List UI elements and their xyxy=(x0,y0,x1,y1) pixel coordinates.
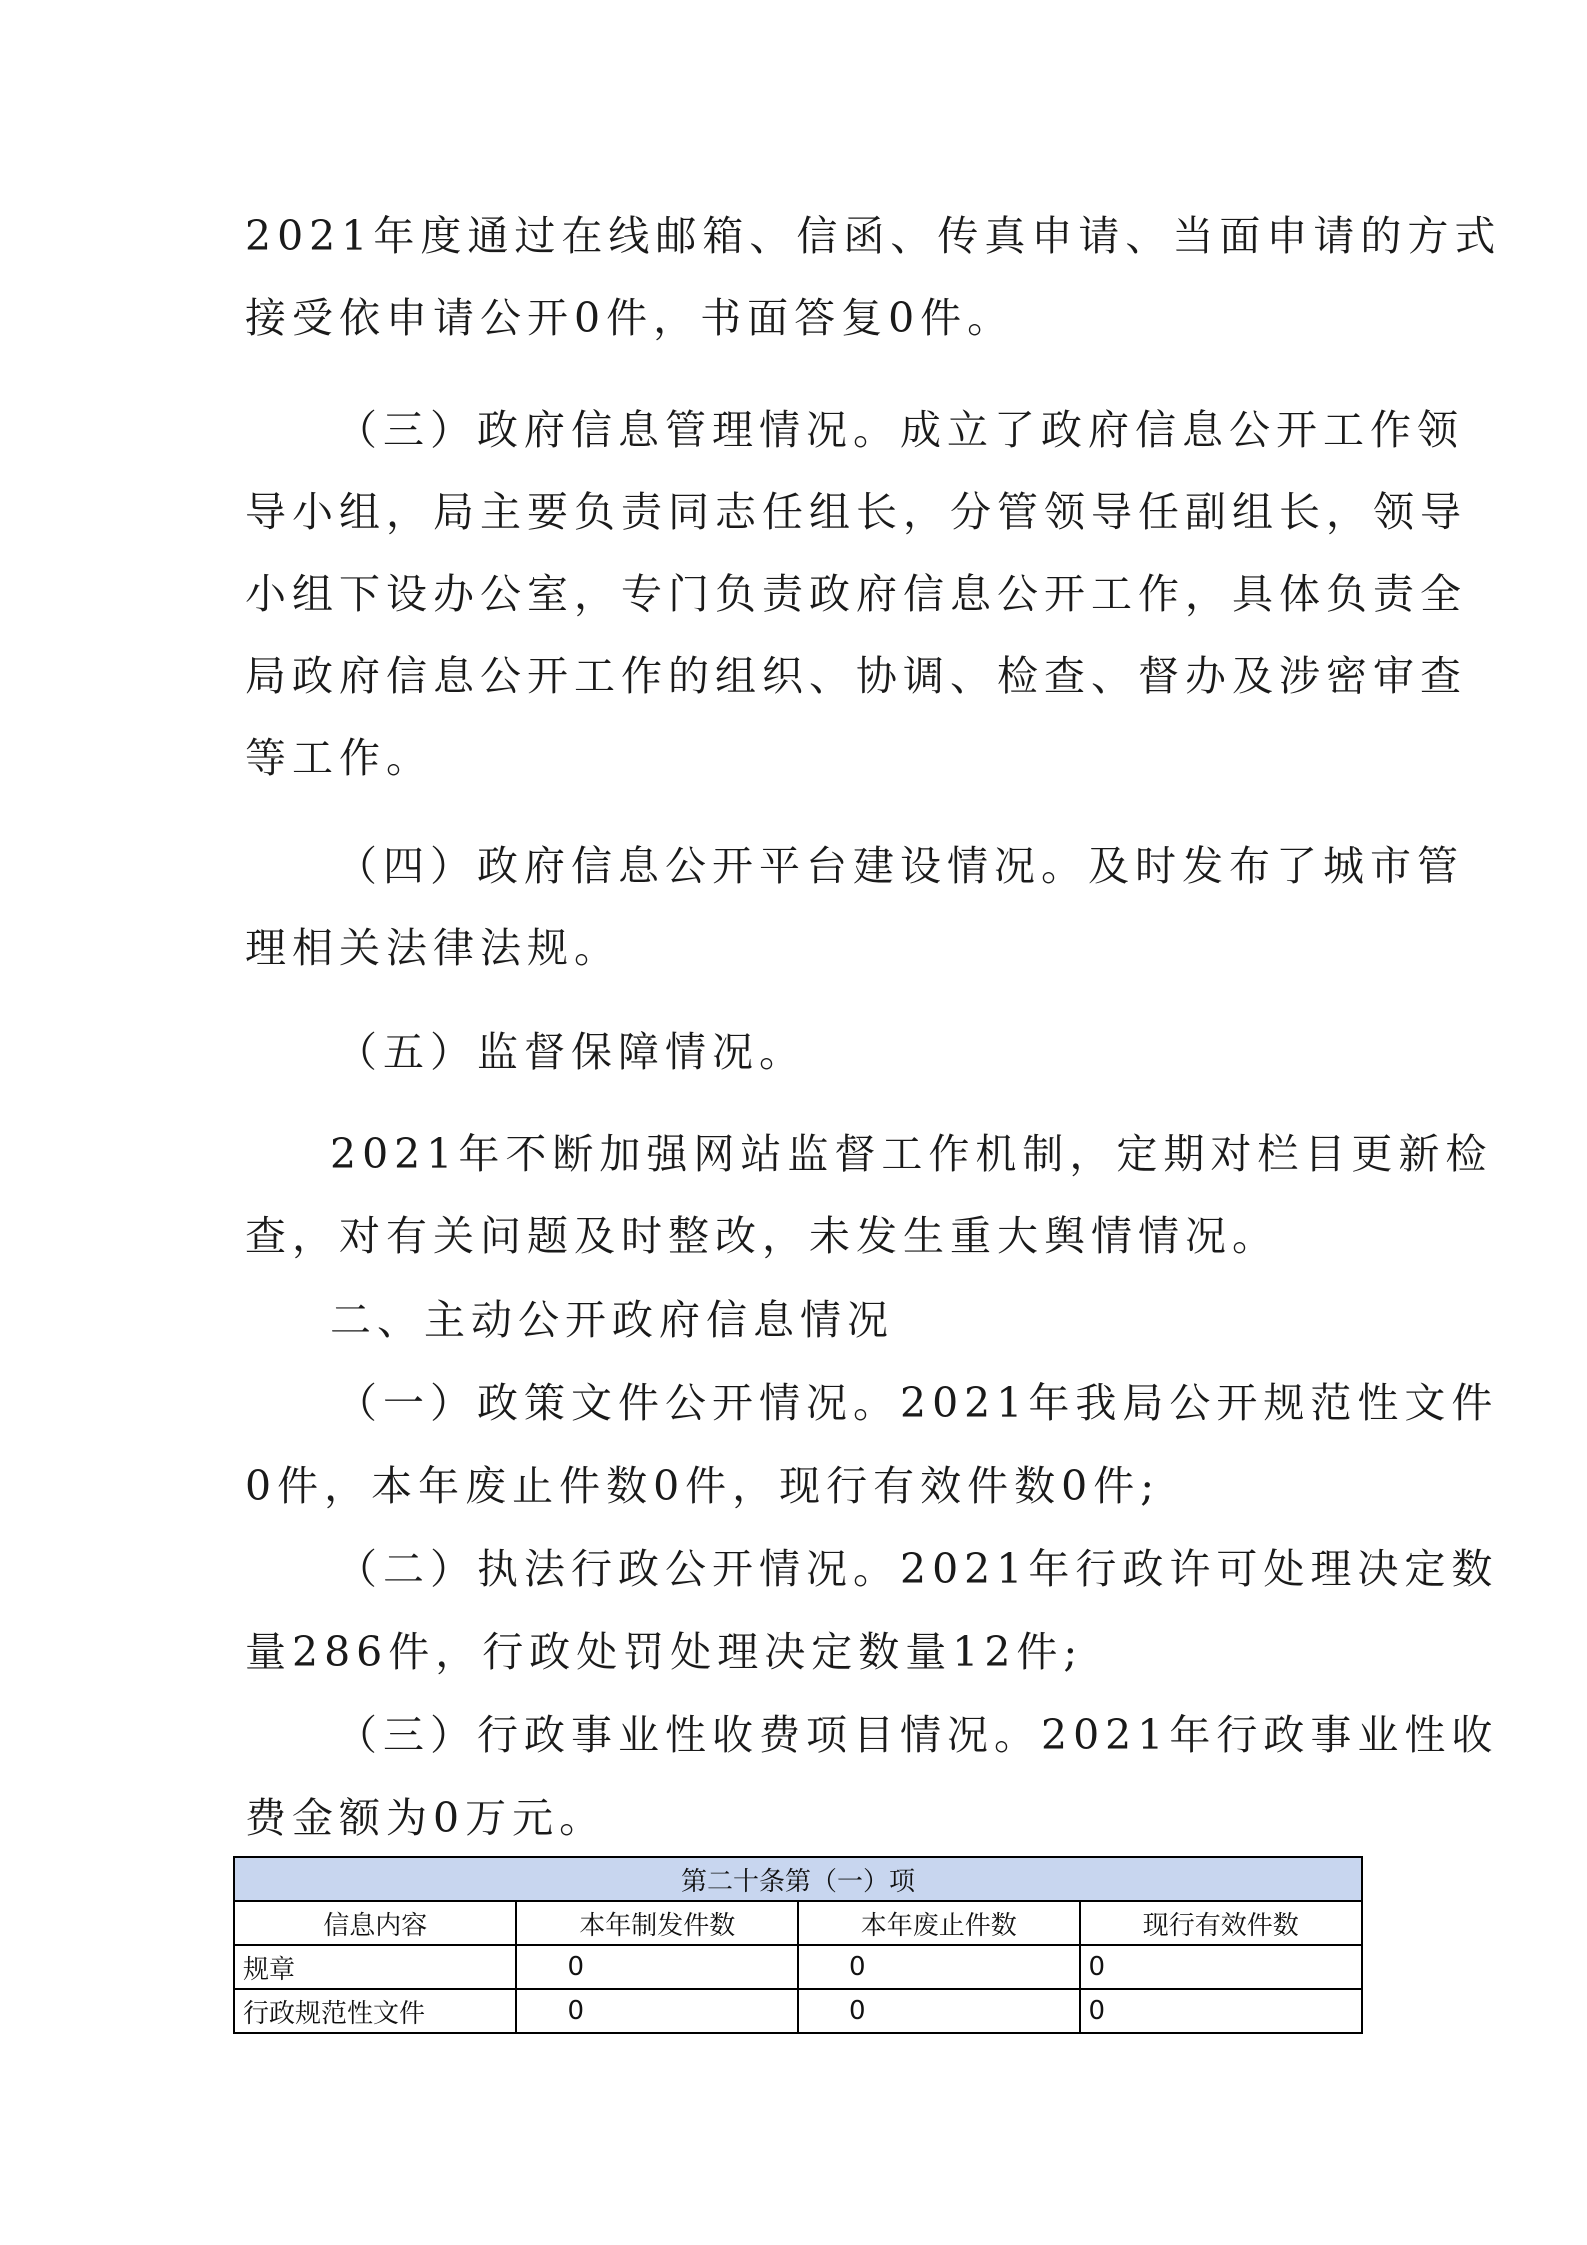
section-heading: （一）政策文件公开情况。2021年我局公开规范性文件 xyxy=(336,1379,1499,1427)
paragraph-line: 等工作。 xyxy=(245,734,433,782)
table-title-row xyxy=(234,1857,1362,1901)
paragraph-line: 局政府信息公开工作的组织、协调、检查、督办及涉密审查 xyxy=(245,652,1467,700)
paragraph-line: 0件，本年废止件数0件，现行有效件数0件; xyxy=(245,1462,1161,1510)
paragraph-line: 量286件，行政处罚处理决定数量12件; xyxy=(245,1628,1084,1676)
paragraph-line: 费金额为0万元。 xyxy=(245,1794,607,1842)
section-heading: （四）政府信息公开平台建设情况。及时发布了城市管 xyxy=(336,842,1464,890)
section-heading: （三）行政事业性收费项目情况。2021年行政事业性收 xyxy=(336,1711,1499,1759)
paragraph-line: 2021年不断加强网站监督工作机制，定期对栏目更新检 xyxy=(330,1130,1493,1178)
section-heading: （五）监督保障情况。 xyxy=(336,1028,806,1076)
table-header-cell: 本年废止件数 xyxy=(798,1901,1080,1945)
paragraph-line: 2021年度通过在线邮箱、信函、传真申请、当面申请的方式 xyxy=(245,212,1502,260)
table-header-cell: 本年制发件数 xyxy=(516,1901,798,1945)
paragraph-line: 接受依申请公开0件，书面答复0件。 xyxy=(245,294,1015,342)
section-heading: （三）政府信息管理情况。成立了政府信息公开工作领 xyxy=(336,406,1464,454)
disclosure-table xyxy=(233,1856,1363,2034)
table-row xyxy=(234,1945,1362,1989)
table-cell: 行政规范性文件 xyxy=(234,1989,516,2033)
chapter-heading: 二、主动公开政府信息情况 xyxy=(330,1296,894,1344)
paragraph-line: 理相关法律法规。 xyxy=(245,924,621,972)
paragraph-line: 查，对有关问题及时整改，未发生重大舆情情况。 xyxy=(245,1212,1279,1260)
table-row xyxy=(234,1989,1362,2033)
table-cell: 0 xyxy=(516,1989,798,2033)
table-cell: 0 xyxy=(1080,1945,1362,1989)
table-cell: 规章 xyxy=(234,1945,516,1989)
paragraph-line: 小组下设办公室，专门负责政府信息公开工作，具体负责全 xyxy=(245,570,1467,618)
table-title: 第二十条第（一）项 xyxy=(234,1857,1362,1901)
table-cell: 0 xyxy=(1080,1989,1362,2033)
table-header-row xyxy=(234,1901,1362,1945)
table-header-cell: 现行有效件数 xyxy=(1080,1901,1362,1945)
table-header-cell: 信息内容 xyxy=(234,1901,516,1945)
table-cell: 0 xyxy=(516,1945,798,1989)
table-cell: 0 xyxy=(798,1945,1080,1989)
paragraph-line: 导小组，局主要负责同志任组长，分管领导任副组长，领导 xyxy=(245,488,1467,536)
section-heading: （二）执法行政公开情况。2021年行政许可处理决定数 xyxy=(336,1545,1499,1593)
table-cell: 0 xyxy=(798,1989,1080,2033)
